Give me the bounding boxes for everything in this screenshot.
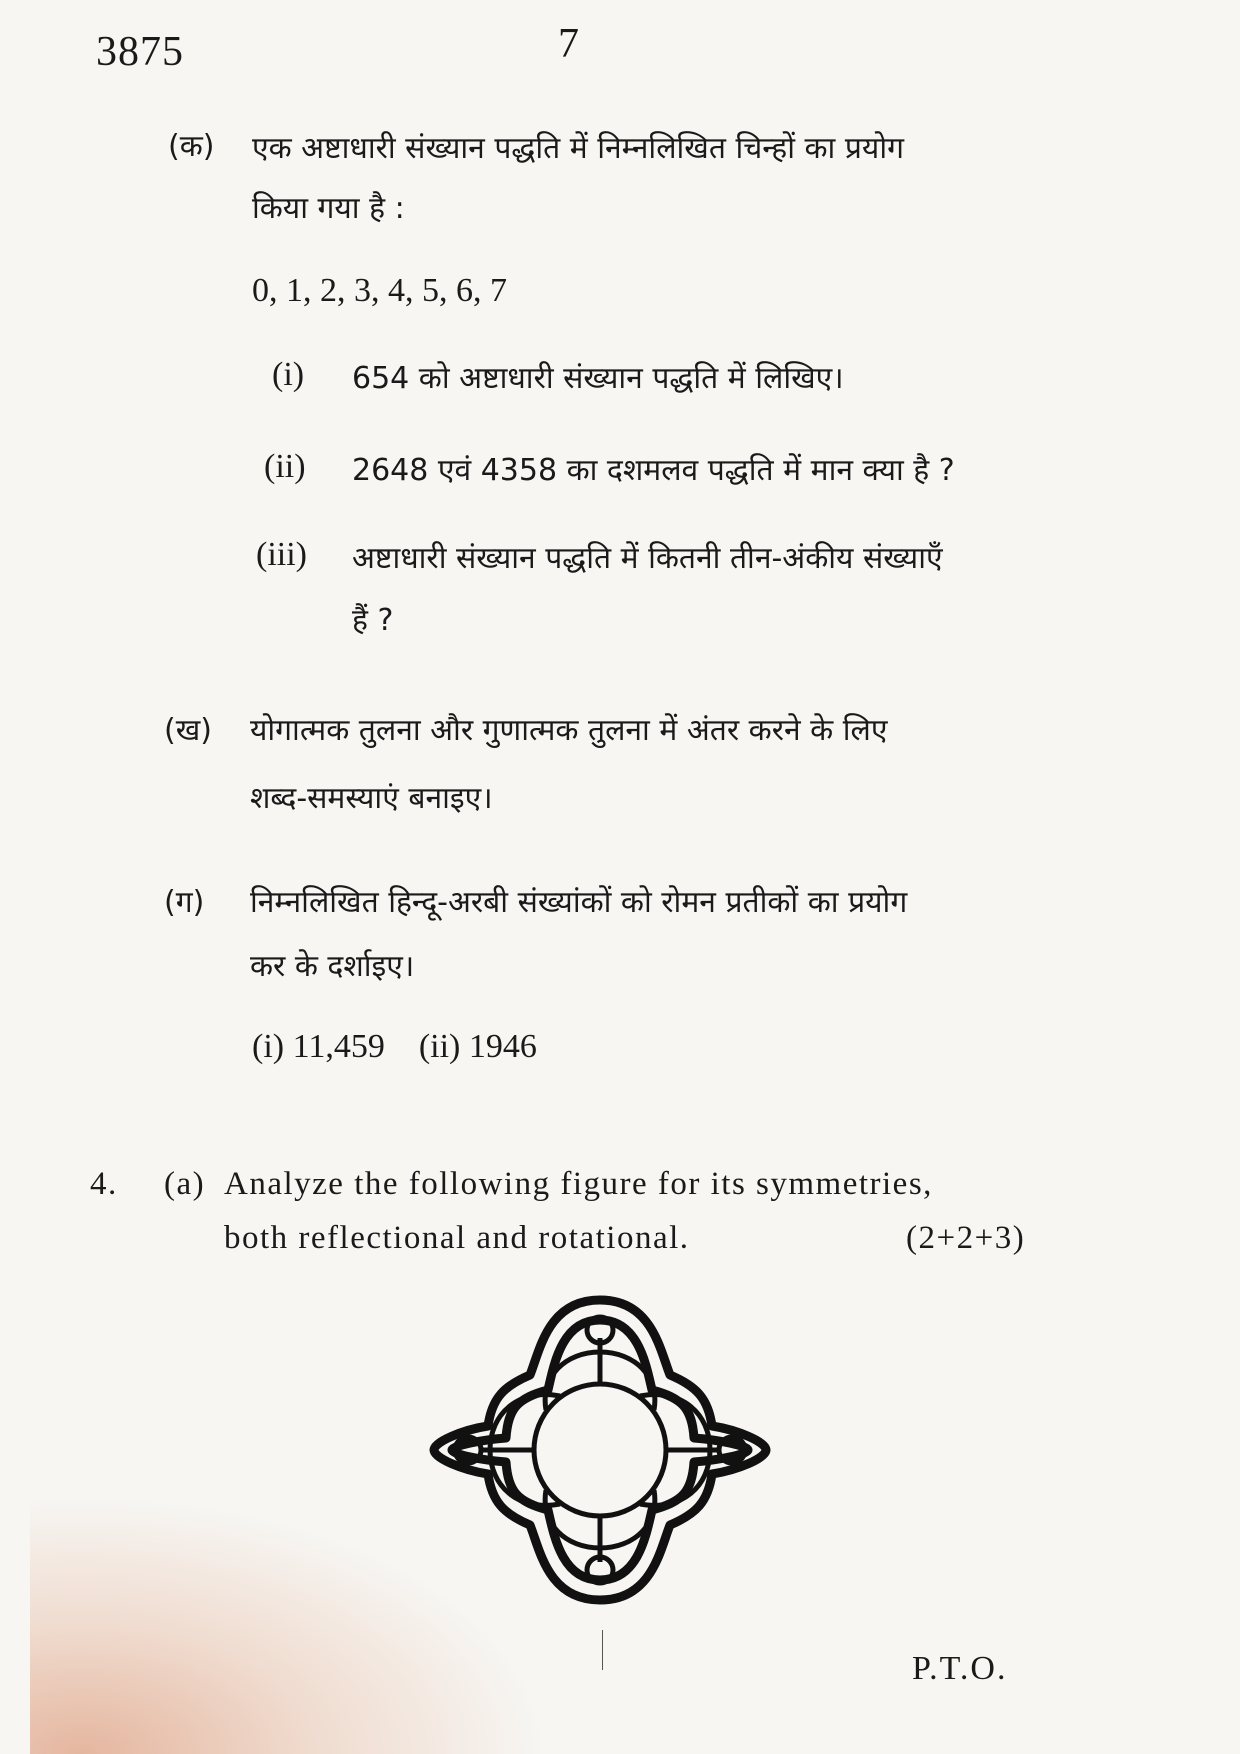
pto-label: P.T.O.: [912, 1650, 1008, 1687]
paper-code: 3875: [96, 29, 184, 75]
sub-ii-text: 2648 एवं 4358 का दशमलव पद्धति में मान क्या है ?: [352, 453, 955, 488]
section-ga-line1: निम्नलिखित हिन्दू-अरबी संख्यांकों को रोमन प्रतीकों का प्रयोग: [250, 885, 908, 920]
sub-iii-text-cont: हैं ?: [352, 603, 394, 638]
section-ka-label: (क): [168, 129, 215, 164]
scan-mark: [602, 1630, 603, 1670]
question-4-line1: Analyze the following figure for its symmetries,: [224, 1166, 933, 1202]
symmetry-figure: [420, 1280, 780, 1620]
section-kha-line1: योगात्मक तुलना और गुणात्मक तुलना में अंतर करने के लिए: [250, 713, 888, 748]
sub-ii-number: (ii): [264, 448, 306, 485]
sub-i-text: 654 को अष्टाधारी संख्यान पद्धति में लिखिए।: [352, 361, 844, 396]
section-ga-label: (ग): [164, 885, 205, 920]
sub-iii-text: अष्टाधारी संख्यान पद्धति में कितनी तीन-अंकीय संख्याएँ: [352, 541, 943, 576]
question-4-line2: both reflectional and rotational.: [224, 1220, 690, 1256]
section-ga-line2: कर के दर्शाइए।: [250, 949, 415, 984]
question-4-marks: (2+2+3): [906, 1220, 1026, 1256]
section-kha-line2: शब्द-समस्याएं बनाइए।: [250, 781, 493, 816]
page-number: 7: [558, 21, 579, 67]
figure-central-circle: [534, 1384, 666, 1516]
section-kha-label: (ख): [164, 713, 212, 748]
question-4-number: 4.: [90, 1166, 118, 1202]
question-4-part: (a): [164, 1166, 206, 1202]
section-ka-line2: किया गया है :: [252, 191, 405, 226]
section-ka-line1: एक अष्टाधारी संख्यान पद्धति में निम्नलिखित चिन्हों का प्रयोग: [252, 131, 904, 166]
octal-digits: 0, 1, 2, 3, 4, 5, 6, 7: [252, 272, 507, 309]
sub-i-number: (i): [272, 356, 305, 393]
sub-iii-number: (iii): [256, 536, 307, 573]
section-ga-items: (i) 11,459 (ii) 1946: [252, 1028, 537, 1065]
